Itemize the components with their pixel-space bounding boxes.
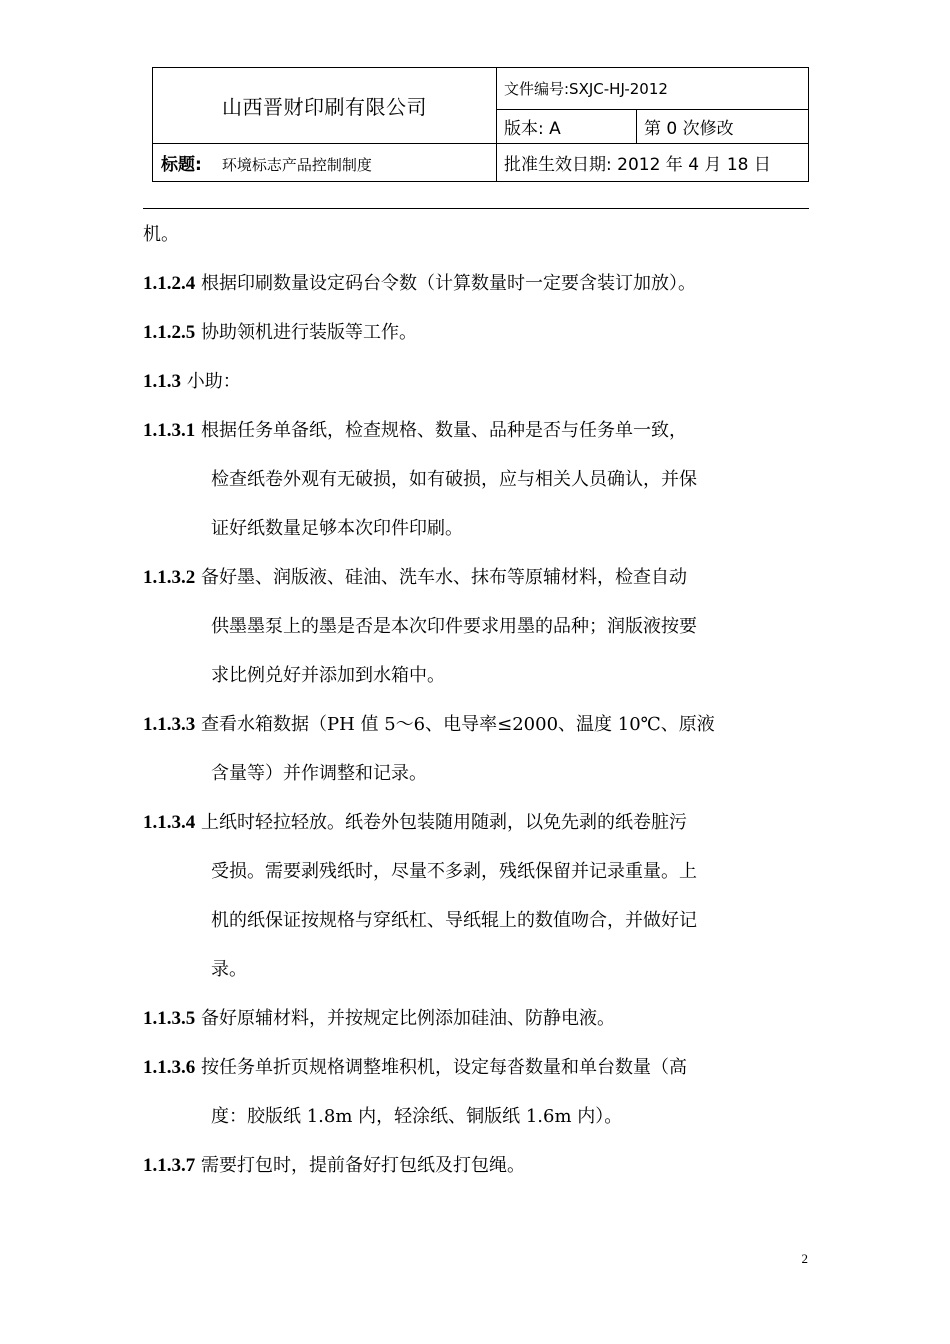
clause-number: 1.1.3.1 xyxy=(143,420,196,441)
text-line xyxy=(143,994,815,1043)
line-text: 供墨墨泵上的墨是否是本次印件要求用墨的品种；润版液按要 xyxy=(211,616,697,637)
line-text: 度：胶版纸 1.8m 内，轻涂纸、铜版纸 1.6m 内）。 xyxy=(211,1106,623,1127)
text-line xyxy=(143,406,815,455)
text-line xyxy=(143,504,815,553)
clause-number: 1.1.3.6 xyxy=(143,1057,196,1078)
text-line xyxy=(143,896,815,945)
text-line xyxy=(143,847,815,896)
line-text: 查看水箱数据（PH 值 5～6、电导率≤2000、温度 10℃、原液 xyxy=(195,714,715,735)
revision: 第 0 次修改 xyxy=(637,110,809,144)
paragraph xyxy=(143,357,815,406)
page-number: 2 xyxy=(801,1251,808,1266)
line-text: 小助： xyxy=(181,371,241,392)
line-text: 证好纸数量足够本次印件印刷。 xyxy=(211,518,463,539)
clause-number: 1.1.2.4 xyxy=(143,273,196,294)
line-text: 备好原辅材料，并按规定比例添加硅油、防静电液。 xyxy=(195,1008,615,1029)
text-line xyxy=(143,553,815,602)
text-line xyxy=(143,602,815,651)
text-line xyxy=(143,308,815,357)
document-number: 文件编号:SXJC-HJ-2012 xyxy=(497,68,809,110)
line-text: 录。 xyxy=(211,959,247,980)
text-line xyxy=(143,1092,815,1141)
text-line xyxy=(143,1141,815,1190)
paragraph xyxy=(143,553,815,700)
header-divider xyxy=(143,208,809,209)
paragraph xyxy=(143,406,815,553)
line-text: 检查纸卷外观有无破损，如有破损，应与相关人员确认，并保 xyxy=(211,469,697,490)
line-text: 备好墨、润版液、硅油、洗车水、抹布等原辅材料，检查自动 xyxy=(195,567,687,588)
line-text: 机的纸保证按规格与穿纸杠、导纸辊上的数值吻合，并做好记 xyxy=(211,910,697,931)
effective-date: 批准生效日期: 2012 年 4 月 18 日 xyxy=(497,144,809,182)
text-line xyxy=(143,798,815,847)
clause-number: 1.1.3.3 xyxy=(143,714,196,735)
paragraph xyxy=(143,1141,815,1190)
paragraph xyxy=(143,259,815,308)
version: 版本: A xyxy=(497,110,637,144)
document-title: 环境标志产品控制制度 xyxy=(221,156,372,174)
line-text: 需要打包时，提前备好打包纸及打包绳。 xyxy=(195,1155,525,1176)
clause-number: 1.1.2.5 xyxy=(143,322,196,343)
line-text: 根据印刷数量设定码台令数（计算数量时一定要含装订加放）。 xyxy=(195,273,696,294)
paragraph xyxy=(143,994,815,1043)
text-line xyxy=(143,749,815,798)
clause-number: 1.1.3.7 xyxy=(143,1155,196,1176)
line-text: 根据任务单备纸，检查规格、数量、品种是否与任务单一致， xyxy=(195,420,687,441)
text-line xyxy=(143,210,815,259)
paragraph xyxy=(143,1043,815,1141)
clause-number: 1.1.3 xyxy=(143,371,181,392)
clause-number: 1.1.3.2 xyxy=(143,567,196,588)
text-line xyxy=(143,1043,815,1092)
text-line xyxy=(143,357,815,406)
body-text xyxy=(143,210,815,1190)
line-text: 机。 xyxy=(143,224,179,245)
text-line xyxy=(143,259,815,308)
line-text: 协助领机进行装版等工作。 xyxy=(195,322,417,343)
document-header xyxy=(152,67,809,182)
line-text: 含量等）并作调整和记录。 xyxy=(211,763,427,784)
line-text: 按任务单折页规格调整堆积机，设定每沓数量和单台数量（高 xyxy=(195,1057,687,1078)
paragraph xyxy=(143,210,815,259)
paragraph xyxy=(143,798,815,994)
line-text: 受损。需要剥残纸时，尽量不多剥，残纸保留并记录重量。上 xyxy=(211,861,697,882)
clause-number: 1.1.3.4 xyxy=(143,812,196,833)
line-text: 求比例兑好并添加到水箱中。 xyxy=(211,665,445,686)
title-label: 标题: xyxy=(161,155,202,175)
paragraph xyxy=(143,700,815,798)
paragraph xyxy=(143,308,815,357)
line-text: 上纸时轻拉轻放。纸卷外包装随用随剥，以免先剥的纸卷脏污 xyxy=(195,812,687,833)
text-line xyxy=(143,700,815,749)
company-name: 山西晋财印刷有限公司 xyxy=(153,68,497,144)
clause-number: 1.1.3.5 xyxy=(143,1008,196,1029)
text-line xyxy=(143,651,815,700)
text-line xyxy=(143,945,815,994)
title-cell xyxy=(153,144,497,182)
text-line xyxy=(143,455,815,504)
